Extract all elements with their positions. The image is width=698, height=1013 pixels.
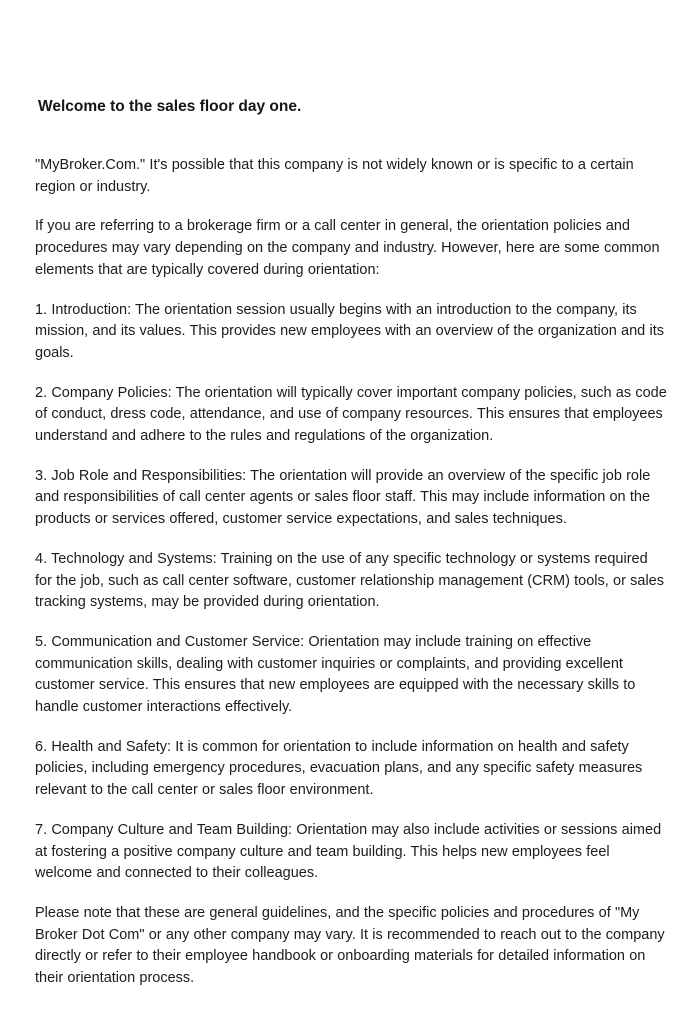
paragraph-item-3-job-role: 3. Job Role and Responsibilities: The orientation will provide an overview of the specific job role and responsibilities of call center agents or sales floor staff. This may include information on the products or services offered, customer service expectations, and sales techniques. — [35, 467, 651, 528]
paragraph-general-note: If you are referring to a brokerage firm or a call center in general, the orientation policies and procedures may vary depending on the company and industry. However, here are some common elements that are typically covered during orientation: — [35, 218, 660, 278]
paragraph-closing-note: Please note that these are general guidelines, and the specific policies and procedures of "My Broker Dot Com" or any other company may vary. It is recommended to reach out to the company directly or refer to their employee handbook or onboarding materials for detailed information on their orientation process. — [35, 904, 665, 987]
paragraph-item-2-company-policies: 2. Company Policies: The orientation will typically cover important company policies, such as code of conduct, dress code, attendance, and use of company resources. This ensures that employees understand and adhere to the rules and regulations of the organization. — [35, 384, 667, 445]
paragraph-item-7-company-culture: 7. Company Culture and Team Building: Orientation may also include activities or sessions aimed at fostering a positive company culture and team building. This helps new employees feel welcome and connected to their colleagues. — [35, 821, 662, 882]
paragraph-intro-company: "MyBroker.Com." It's possible that this company is not widely known or is specific to a certain region or industry. — [35, 157, 634, 195]
paragraph-item-6-health-safety: 6. Health and Safety: It is common for orientation to include information on health and safety policies, including emergency procedures, evacuation plans, and any specific safety measures relevant to the call center or sales floor environment. — [35, 738, 643, 799]
paragraph-item-1-introduction: 1. Introduction: The orientation session usually begins with an introduction to the company, its mission, and its values. This provides new employees with an overview of the organization and its goals. — [35, 301, 664, 361]
document-heading: Welcome to the sales floor day one. — [38, 98, 302, 115]
paragraph-item-4-technology-systems: 4. Technology and Systems: Training on the use of any specific technology or systems required for the job, such as call center software, customer relationship management (CRM) tools, or sales tracking systems, may be provided during orientation. — [35, 550, 664, 611]
paragraph-item-5-communication-service: 5. Communication and Customer Service: Orientation may include training on effective communication skills, dealing with customer inquiries or complaints, and providing excellent customer service. This ensures that new employees are equipped with the necessary skills to handle customer interactions effectively. — [35, 633, 636, 716]
